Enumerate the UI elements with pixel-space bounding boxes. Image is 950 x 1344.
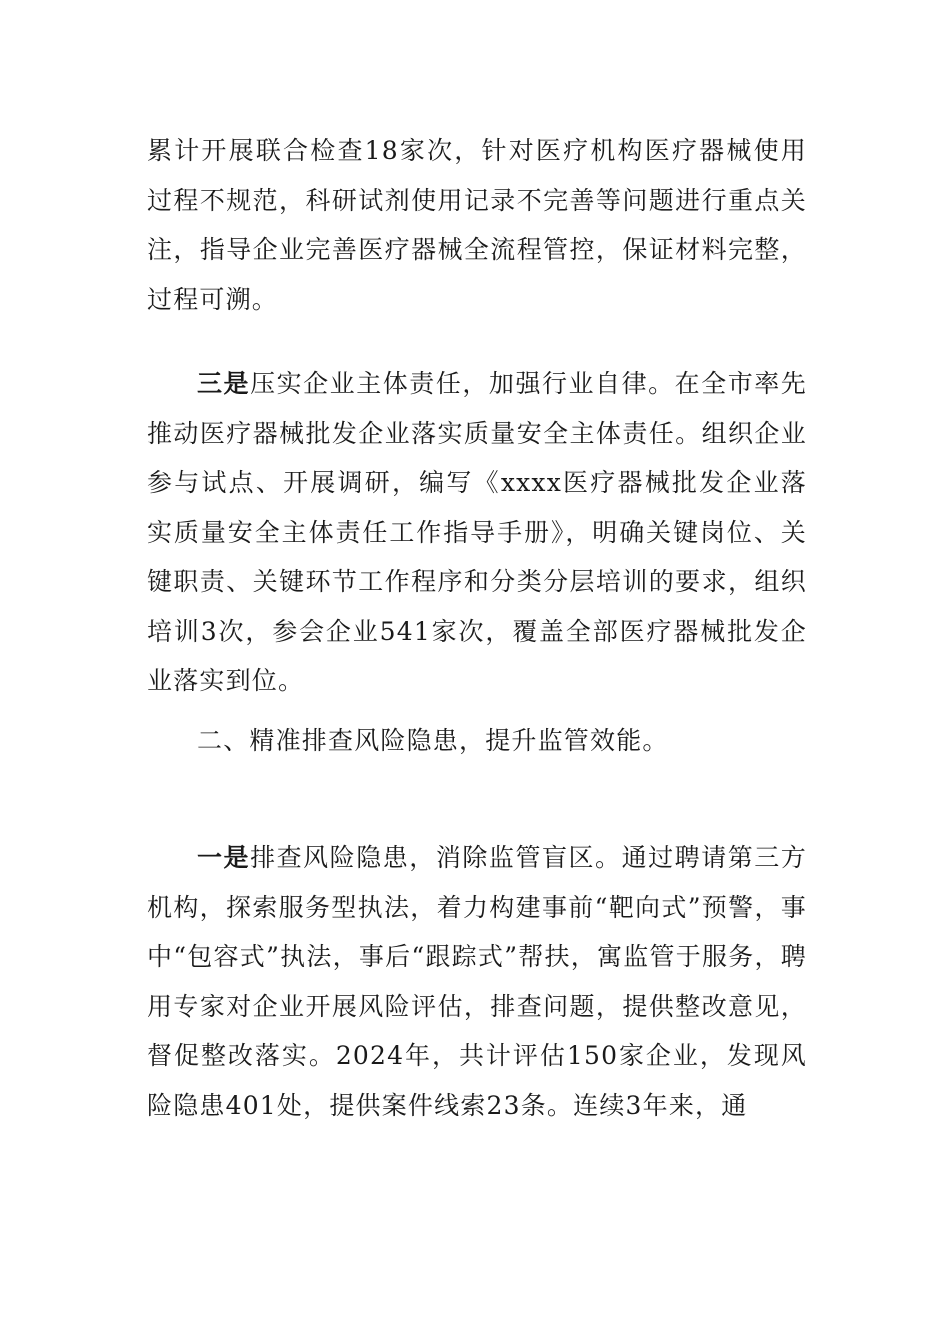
paragraph-text: 压实企业主体责任，加强行业自律。在全市率先推动医疗器械批发企业落实质量安全主体责任。组织企业参与试点、开展调研，编写《xxxx医疗器械批发企业落实质量安全主体责任工作指导手册》，明确关键岗位、关键职责、关键环节工作程序和分类分层培训的要求，组织培训3次，参会企业541家次，覆盖全部医疗器械批发企业落实到位。 <box>147 369 807 695</box>
section-heading <box>147 716 807 766</box>
paragraph-lead: 一是 <box>197 843 251 872</box>
paragraph-first-point <box>147 833 807 1130</box>
paragraph-text: 排查风险隐患，消除监管盲区。通过聘请第三方机构，探索服务型执法，着力构建事前“靶向式”预警，事中“包容式”执法，事后“跟踪式”帮扶，寓监管于服务，聘用专家对企业开展风险评估，排查问题，提供整改意见，督促整改落实。2024年，共计评估150家企业，发现风险隐患401处，提供案件线索23条。连续3年来，通 <box>147 843 807 1120</box>
paragraph-lead: 三是 <box>197 369 251 398</box>
paragraph-continued <box>147 126 807 324</box>
section-heading-text: 二、精准排查风险隐患，提升监管效能。 <box>197 726 669 755</box>
paragraph-text: 累计开展联合检查18家次，针对医疗机构医疗器械使用过程不规范，科研试剂使用记录不完善等问题进行重点关注，指导企业完善医疗器械全流程管控，保证材料完整，过程可溯。 <box>147 136 807 314</box>
paragraph-third-point <box>147 359 807 706</box>
